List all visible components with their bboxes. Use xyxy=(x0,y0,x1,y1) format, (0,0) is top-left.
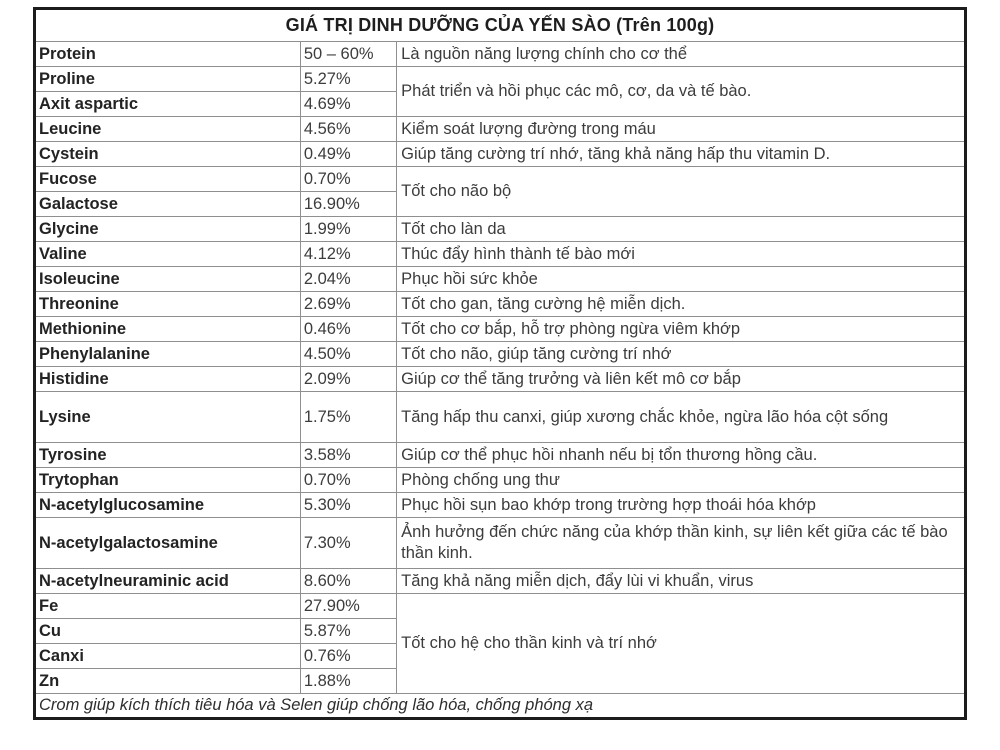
table-title: GIÁ TRỊ DINH DƯỠNG CỦA YẾN SÀO (Trên 100g) xyxy=(35,9,966,42)
nutrient-row xyxy=(35,117,966,142)
nutrient-value-cell: 5.27% xyxy=(300,67,396,92)
nutrient-value-cell: 4.12% xyxy=(300,242,396,267)
nutrient-value-cell: 2.69% xyxy=(300,292,396,317)
nutrient-value-cell: 1.88% xyxy=(300,669,396,694)
nutrient-row xyxy=(35,267,966,292)
benefit-cell: Thúc đẩy hình thành tế bào mới xyxy=(397,242,966,267)
nutrient-name-cell: Trytophan xyxy=(35,468,301,493)
nutrient-name-cell: Threonine xyxy=(35,292,301,317)
nutrient-row xyxy=(35,42,966,67)
benefit-cell: Phục hồi sụn bao khớp trong trường hợp thoái hóa khớp xyxy=(397,493,966,518)
benefit-cell: Tốt cho cơ bắp, hỗ trợ phòng ngừa viêm khớp xyxy=(397,317,966,342)
nutrient-value-cell: 5.30% xyxy=(300,493,396,518)
nutrition-table-container xyxy=(33,7,967,720)
benefit-cell: Tăng hấp thu canxi, giúp xương chắc khỏe, ngừa lão hóa cột sống xyxy=(397,392,966,443)
nutrient-name-cell: N-acetylgalactosamine xyxy=(35,518,301,569)
nutrient-row xyxy=(35,217,966,242)
nutrient-row xyxy=(35,518,966,569)
nutrient-row xyxy=(35,443,966,468)
benefit-cell: Giúp cơ thể phục hồi nhanh nếu bị tổn thương hồng cầu. xyxy=(397,443,966,468)
benefit-cell: Là nguồn năng lượng chính cho cơ thể xyxy=(397,42,966,67)
nutrient-name-cell: Glycine xyxy=(35,217,301,242)
title-row xyxy=(35,9,966,42)
nutrient-value-cell: 8.60% xyxy=(300,569,396,594)
nutrient-row xyxy=(35,468,966,493)
nutrient-value-cell: 27.90% xyxy=(300,594,396,619)
nutrient-name-cell: Cu xyxy=(35,619,301,644)
benefit-cell: Phát triển và hồi phục các mô, cơ, da và tế bào. xyxy=(397,67,966,117)
nutrient-value-cell: 1.99% xyxy=(300,217,396,242)
nutrient-value-cell: 4.69% xyxy=(300,92,396,117)
nutrient-value-cell: 3.58% xyxy=(300,443,396,468)
nutrient-name-cell: Cystein xyxy=(35,142,301,167)
nutrient-row xyxy=(35,67,966,92)
nutrient-row xyxy=(35,167,966,192)
benefit-cell: Tốt cho hệ cho thần kinh và trí nhớ xyxy=(397,594,966,694)
nutrient-value-cell: 0.46% xyxy=(300,317,396,342)
nutrient-value-cell: 2.09% xyxy=(300,367,396,392)
nutrient-name-cell: Galactose xyxy=(35,192,301,217)
nutrient-row xyxy=(35,569,966,594)
nutrient-row xyxy=(35,367,966,392)
nutrient-name-cell: N-acetylneuraminic acid xyxy=(35,569,301,594)
nutrient-value-cell: 5.87% xyxy=(300,619,396,644)
nutrient-name-cell: Zn xyxy=(35,669,301,694)
nutrient-value-cell: 4.56% xyxy=(300,117,396,142)
benefit-cell: Tăng khả năng miễn dịch, đẩy lùi vi khuẩn, virus xyxy=(397,569,966,594)
nutrient-name-cell: Phenylalanine xyxy=(35,342,301,367)
nutrient-name-cell: Isoleucine xyxy=(35,267,301,292)
nutrient-name-cell: Methionine xyxy=(35,317,301,342)
nutrient-name-cell: Valine xyxy=(35,242,301,267)
nutrient-value-cell: 0.76% xyxy=(300,644,396,669)
benefit-cell: Tốt cho não, giúp tăng cường trí nhớ xyxy=(397,342,966,367)
nutrient-row xyxy=(35,342,966,367)
benefit-cell: Phục hồi sức khỏe xyxy=(397,267,966,292)
benefit-cell: Tốt cho làn da xyxy=(397,217,966,242)
nutrient-row xyxy=(35,242,966,267)
nutrient-value-cell: 0.49% xyxy=(300,142,396,167)
nutrient-name-cell: Tyrosine xyxy=(35,443,301,468)
nutrient-value-cell: 0.70% xyxy=(300,468,396,493)
nutrient-name-cell: Proline xyxy=(35,67,301,92)
nutrient-row xyxy=(35,392,966,443)
nutrient-name-cell: Histidine xyxy=(35,367,301,392)
nutrient-value-cell: 0.70% xyxy=(300,167,396,192)
nutrient-row xyxy=(35,493,966,518)
nutrient-value-cell: 1.75% xyxy=(300,392,396,443)
nutrient-name-cell: Fe xyxy=(35,594,301,619)
nutrient-row xyxy=(35,142,966,167)
nutrient-row xyxy=(35,292,966,317)
benefit-cell: Giúp cơ thể tăng trưởng và liên kết mô cơ bắp xyxy=(397,367,966,392)
nutrient-value-cell: 4.50% xyxy=(300,342,396,367)
benefit-cell: Kiểm soát lượng đường trong máu xyxy=(397,117,966,142)
footer-row xyxy=(35,694,966,719)
benefit-cell: Giúp tăng cường trí nhớ, tăng khả năng hấp thu vitamin D. xyxy=(397,142,966,167)
benefit-cell: Tốt cho não bộ xyxy=(397,167,966,217)
footer-note: Crom giúp kích thích tiêu hóa và Selen giúp chống lão hóa, chống phóng xạ xyxy=(35,694,966,719)
nutrition-table xyxy=(33,7,967,720)
nutrient-name-cell: Axit aspartic xyxy=(35,92,301,117)
nutrient-value-cell: 50 – 60% xyxy=(300,42,396,67)
nutrient-value-cell: 7.30% xyxy=(300,518,396,569)
nutrient-name-cell: Lysine xyxy=(35,392,301,443)
benefit-cell: Phòng chống ung thư xyxy=(397,468,966,493)
nutrient-value-cell: 2.04% xyxy=(300,267,396,292)
nutrient-row xyxy=(35,317,966,342)
nutrient-name-cell: Canxi xyxy=(35,644,301,669)
nutrient-value-cell: 16.90% xyxy=(300,192,396,217)
benefit-cell: Tốt cho gan, tăng cường hệ miễn dịch. xyxy=(397,292,966,317)
nutrient-name-cell: N-acetylglucosamine xyxy=(35,493,301,518)
nutrient-row xyxy=(35,594,966,619)
benefit-cell: Ảnh hưởng đến chức năng của khớp thần kinh, sự liên kết giữa các tế bào thần kinh. xyxy=(397,518,966,569)
nutrient-name-cell: Fucose xyxy=(35,167,301,192)
nutrient-name-cell: Protein xyxy=(35,42,301,67)
nutrition-table-body xyxy=(35,42,966,694)
nutrient-name-cell: Leucine xyxy=(35,117,301,142)
